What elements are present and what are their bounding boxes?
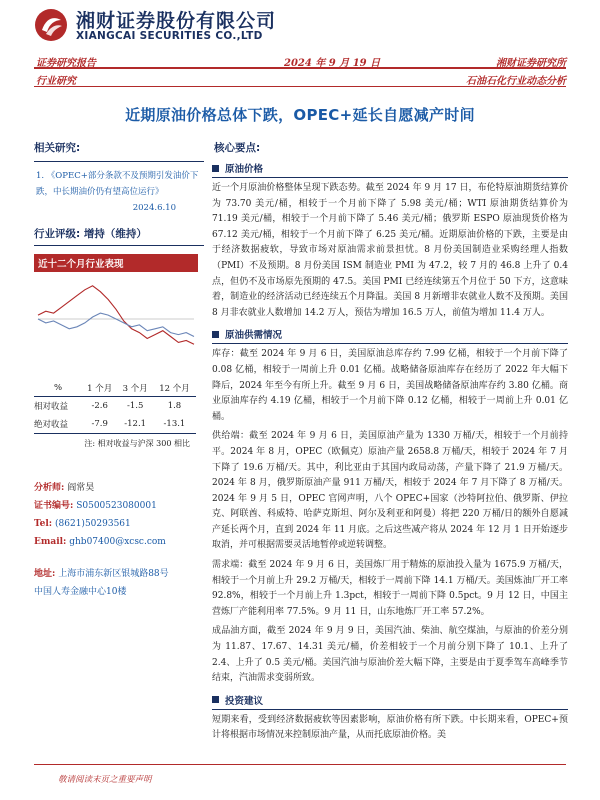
paragraph: 成品油方面，截至 2024 年 9 月 9 日，美国汽油、柴油、航空煤油，与原油的价差分别为 11.87、17.67、14.31 美元/桶，价差相较于一个月前分别下降了 10.1、上升了 2.4、上升了 0.5 美元/桶。美国汽油与原油价差大幅下降，主要是由于夏季驾车高峰季节结束，汽油需求变弱所致。 (212, 626, 568, 684)
table-header-cell: 3 个月 (117, 380, 152, 397)
address-line1: 上海市浦东新区银城路88号 (58, 569, 169, 579)
analyst-tel-row (34, 515, 204, 533)
square-bullet-icon (212, 165, 219, 172)
analyst-email-row (34, 533, 204, 551)
cert-label: 证书编号: (34, 501, 74, 511)
table-row (34, 397, 196, 416)
analyst-cert-row (34, 497, 204, 515)
company-logo-icon (34, 8, 68, 42)
row-label: 绝对收益 (34, 415, 82, 434)
footer (34, 764, 566, 785)
table-header-cell: 12 个月 (153, 380, 196, 397)
main-content (212, 140, 568, 744)
section-heading: 原油价格 (212, 161, 568, 175)
section-divider (212, 709, 568, 710)
table-cell: -7.9 (82, 415, 117, 434)
table-header-row (34, 380, 196, 397)
analyst-name-label: 分析师: (34, 483, 65, 493)
report-category: 行业研究 (36, 76, 76, 87)
analyst-name-row (34, 479, 204, 497)
section-divider (212, 343, 568, 344)
address-block (34, 565, 204, 601)
table-row (34, 415, 196, 434)
table-note: 注: 相对收益与沪深 300 相比 (84, 439, 190, 448)
page-title: 近期原油价格总体下跌，OPEC+延长自愿减产时间 (125, 106, 475, 124)
performance-table (34, 380, 196, 434)
table-header-cell: % (34, 380, 82, 397)
core-points-title: 核心要点: (214, 142, 261, 154)
related-research-link[interactable]: 1. 《OPEC+部分条款不及预期引发油价下跌，中长期油价仍有望高位运行》 (36, 171, 199, 197)
footer-disclaimer: 敬请阅读末页之重要声明 (58, 775, 152, 785)
section-divider (212, 177, 568, 178)
chart-series-line-1 (38, 313, 194, 336)
table-cell: 1.8 (167, 401, 182, 411)
research-institute: 湘财证券研究所 (496, 58, 566, 69)
tel-label: Tel: (34, 519, 53, 529)
chart-series-line-0 (38, 286, 194, 345)
table-cell: -12.1 (117, 415, 152, 434)
paragraph: 短期来看，受到经济数据疲软等因素影响，原油价格有所下跌。中长期来看，OPEC+预计将根据市场情况来控制原油产量，从而托底原油价格。美 (212, 714, 568, 741)
address-line2: 中国人寿金融中心10楼 (34, 587, 127, 597)
report-subcategory: 石油石化行业动态分析 (466, 76, 566, 87)
section-heading: 原油供需情况 (212, 327, 568, 341)
industry-performance-chart (34, 254, 198, 364)
company-name-en: XIANGCAI SECURITIES CO.,LTD (76, 30, 263, 42)
table-cell: -13.1 (153, 415, 196, 434)
paragraph: 库存：截至 2024 年 9 月 6 日，美国原油总库存约 7.99 亿桶，相较于一个月前下降了 0.08 亿桶，相较于一周前上升 0.01 亿桶。战略储备原油库存在经历了 2022 年大幅下降后，2024 年至今有所上升。截至 9 月 6 日，美国战略储备原油库存约 3.80 亿桶。商业原油库存约 4.19 亿桶，相较于一个月前下降 0.12 亿桶，相较于一周前上升 0.01 亿桶。 (212, 349, 568, 422)
table-cell: -2.6 (91, 401, 108, 411)
report-type: 证券研究报告 (36, 58, 96, 69)
row-label: 相对收益 (34, 402, 69, 412)
company-name-cn: 湘财证券股份有限公司 (76, 10, 277, 32)
table-header-cell: 1 个月 (82, 380, 117, 397)
paragraph: 近一个月原油价格整体呈现下跌态势。截至 2024 年 9 月 17 日，布伦特原油期货结算价为 73.70 美元/桶，相较于一个月前下降了 5.98 美元/桶；WTI 原油期货结算价为 71.19 美元/桶，相较于一个月前下降了 5.46 美元/桶；俄罗斯 ESPO 原油现货价格为 67.12 美元/桶，相较于一个月前下降了 6.25 美元/桶。近期原油价格的下跌，主要是由于经济数据疲软，导致市场对原油需求前景担忧。8 月份美国制造业采购经理人指数（PMI）不及预期。8 月份美国 ISM 制造业 PMI 为 47.2，较 7 月的 46.8 上升了 0.4 点，但仍不及市场原先预期的 47.5。美国 PMI 已经连续第五个月位于 50 下方，这意味着，制造业的经济活动已经连续五个月降温。美国 8 月新增非农就业人数不及预期。美国 8 月非农就业人数增加 14.2 万人，预估为增加 16.5 万人，前值为增加 11.4 万人。 (212, 183, 568, 318)
report-date: 2024 年 9 月 19 日 (284, 58, 381, 69)
report-info-bar (34, 54, 566, 69)
address-label: 地址: (34, 569, 56, 579)
section-heading: 投资建议 (212, 693, 568, 707)
chart-canvas (34, 274, 198, 364)
email-link[interactable]: ghb07400@xcsc.com (69, 537, 166, 547)
tel-number: (8621)50293561 (55, 519, 131, 529)
report-category-bar (34, 72, 566, 87)
related-research-box (34, 161, 204, 216)
cert-number: S0500523080001 (76, 501, 157, 511)
square-bullet-icon (212, 696, 219, 703)
related-research-date: 2024.6.10 (132, 203, 176, 213)
sidebar (34, 140, 204, 601)
analyst-name: 阎常昊 (67, 483, 95, 493)
email-label: Email: (34, 537, 67, 547)
report-header (0, 0, 600, 52)
industry-rating: 行业评级: 增持（维持） (34, 226, 204, 246)
analyst-info (34, 479, 204, 551)
paragraph: 需求端：截至 2024 年 9 月 6 日，美国炼厂用于精炼的原油投入量为 1675.9 万桶/天，相较于一个月前上升 29.2 万桶/天，相较于一周前下降 14.1 万桶/天。美国炼油厂开工率 92.8%，相较于一个月前上升 1.3pct，相较于一周前下降 0.5pct。9 月 12 日，中国主营炼厂产能利用率 77.5%。9 月 11 日，山东地炼厂开工率 57.2%。 (212, 560, 568, 617)
table-cell: -1.5 (126, 401, 144, 411)
chart-title: 近十二个月行业表现 (34, 254, 198, 272)
square-bullet-icon (212, 331, 219, 338)
paragraph: 供给端：截至 2024 年 9 月 6 日，美国原油产量为 1330 万桶/天，相较于一个月前持平。2024 年 8 月，OPEC（欧佩克）原油产量 2658.8 万桶/天，相较于 2024 年 7 月下降了 19.6 万桶/天。其中，利比亚由于其国内政局动荡，产量下降了 21.9 万桶/天。2024 年 8 月，俄罗斯原油产量 911 万桶/天，相较于 2024 年 7 月下降了 8 万桶/天。2024 年 9 月 5 日，OPEC 官网声明，八个 OPEC+国家（沙特阿拉伯、俄罗斯、伊拉克、阿联酋、科威特、哈萨克斯坦、阿尔及利亚和阿曼）将把 220 万桶/日的额外自愿减产延长两个月，直到 2024 年 11 月底。之后这些减产将从 2024 年 12 月 1 日开始逐步取消，并可根据需要灵活地暂停或逆转调整。 (212, 431, 568, 551)
related-research-label: 相关研究: (34, 142, 81, 154)
